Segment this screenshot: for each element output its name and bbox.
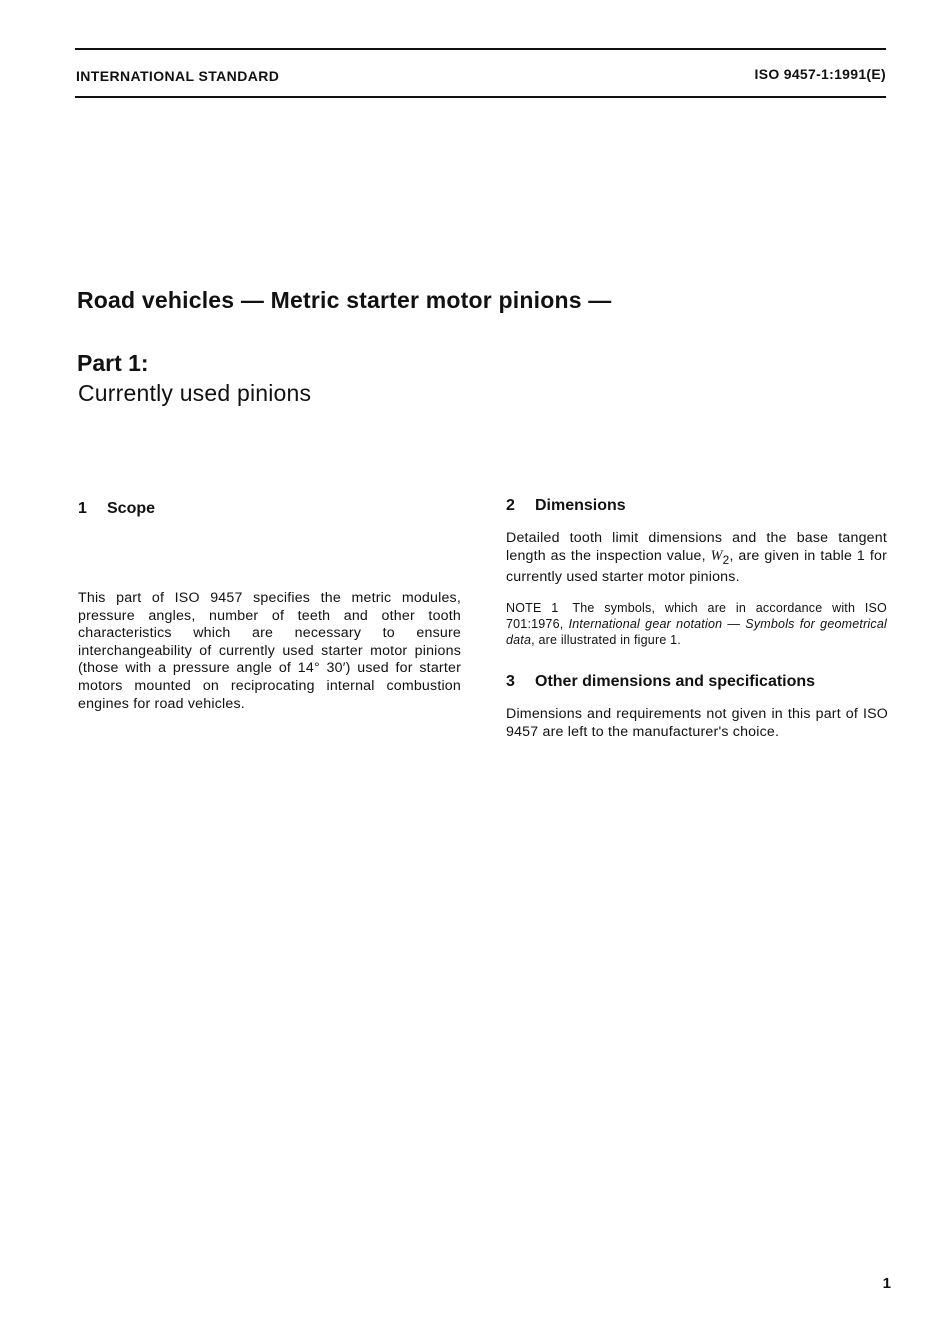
scope-paragraph: This part of ISO 9457 specifies the metric modules, pressure angles, number of teeth and other tooth characteristics which are necessary to ensure interchangeability of currently used starter motor pinions (those with a pressure angle of 14° 30′) used for starter motors mounted on reciprocating internal combustion engines for road vehicles.: [78, 590, 461, 712]
document-title: Road vehicles — Metric starter motor pinions —: [77, 287, 612, 313]
header-top-rule: [75, 48, 886, 50]
section-title: Scope: [107, 500, 156, 517]
note-text-end: , are illustrated in figure 1.: [531, 633, 681, 647]
section-number: 1: [78, 500, 87, 517]
base-tangent-subscript: 2: [722, 552, 730, 567]
note-text-start: The symbols, which are in accordance with ISO 701:1976,: [506, 601, 887, 631]
section-number: 2: [506, 497, 515, 514]
base-tangent-symbol: W: [710, 547, 723, 564]
section-heading-other-dimensions: [506, 673, 815, 691]
section-heading-dimensions: [506, 497, 626, 515]
dimensions-text-end: , are given in table 1 for currently used starter motor pinions.: [506, 547, 887, 586]
dimensions-paragraph: [506, 530, 887, 587]
note-label: NOTE 1: [506, 601, 559, 615]
section-title: Dimensions: [535, 497, 626, 514]
header-bottom-rule: [75, 96, 886, 98]
document-type-label: INTERNATIONAL STANDARD: [76, 68, 280, 84]
section-heading-scope: [78, 500, 155, 518]
section-number: 3: [506, 673, 515, 690]
section-title: Other dimensions and specifications: [535, 673, 816, 690]
other-dimensions-paragraph: Dimensions and requirements not given in this part of ISO 9457 are left to the manufacturer's choice.: [506, 706, 888, 740]
part-label: Part 1:: [77, 350, 149, 376]
dimensions-text-start: Detailed tooth limit dimensions and the base tangent length as the inspection value,: [506, 530, 887, 564]
standard-reference: ISO 9457-1:1991(E): [754, 66, 886, 82]
note-1: [506, 600, 887, 648]
part-subtitle: Currently used pinions: [78, 380, 312, 406]
page-number: 1: [882, 1275, 891, 1292]
note-cited-title: International gear notation — Symbols for geometrical data: [506, 617, 887, 647]
